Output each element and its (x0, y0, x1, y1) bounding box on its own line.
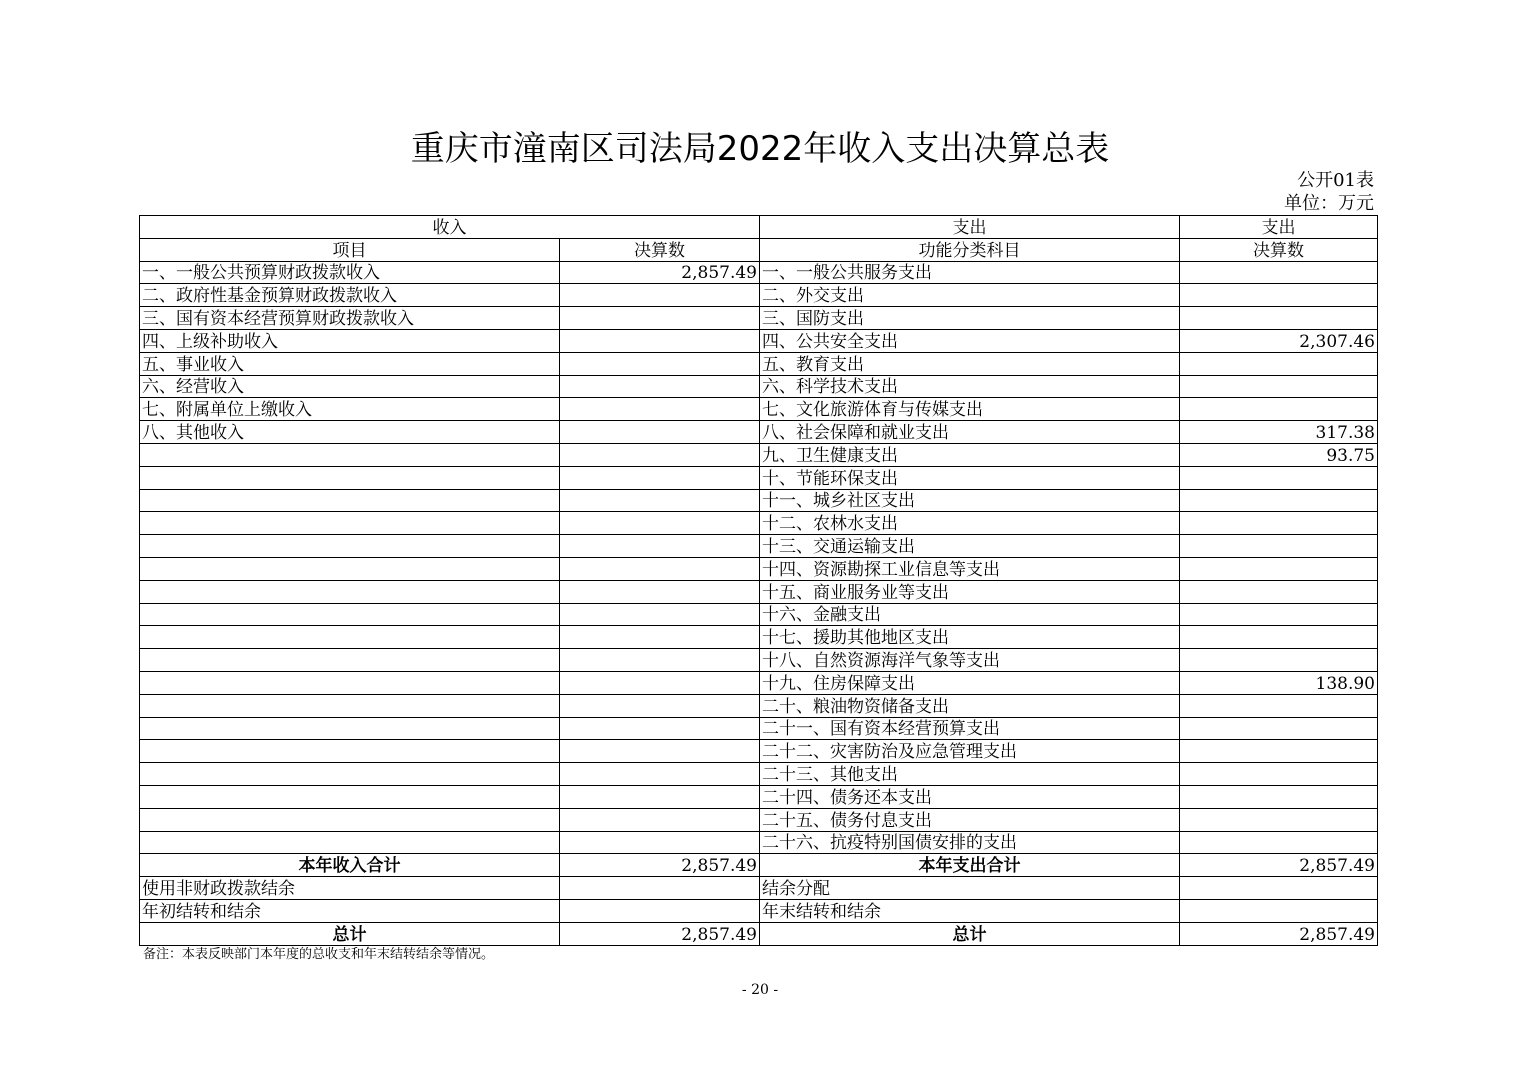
expense-item-label: 十一、城乡社区支出 (760, 489, 1180, 512)
income-item-value (560, 307, 760, 330)
expense-item-label: 三、国防支出 (760, 307, 1180, 330)
surplus-dist-label: 结余分配 (760, 877, 1180, 900)
income-item-label: 五、事业收入 (140, 352, 560, 375)
income-item-label (140, 717, 560, 740)
income-item-value (560, 694, 760, 717)
expense-item-label: 一、一般公共服务支出 (760, 261, 1180, 284)
expense-item-value (1180, 717, 1378, 740)
expense-item-label: 二十二、灾害防治及应急管理支出 (760, 740, 1180, 763)
table-row (140, 284, 1378, 307)
total-in-value: 2,857.49 (560, 922, 760, 945)
expense-item-value (1180, 352, 1378, 375)
table-row (140, 512, 1378, 535)
table-row (140, 649, 1378, 672)
income-item-label (140, 763, 560, 786)
surplus-dist-value (1180, 877, 1378, 900)
expense-item-value (1180, 466, 1378, 489)
income-item-value (560, 831, 760, 854)
page-title: 重庆市潼南区司法局2022年收入支出决算总表 (410, 129, 1110, 169)
expense-item-value (1180, 831, 1378, 854)
income-item-value (560, 284, 760, 307)
income-item-label (140, 694, 560, 717)
table-row (140, 831, 1378, 854)
amount-header-2: 决算数 (1180, 238, 1378, 261)
income-item-label (140, 489, 560, 512)
table-row (140, 580, 1378, 603)
expense-item-value (1180, 763, 1378, 786)
expense-item-value (1180, 535, 1378, 558)
begin-balance-label: 年初结转和结余 (140, 899, 560, 922)
table-row (140, 671, 1378, 694)
expense-item-label: 八、社会保障和就业支出 (760, 421, 1180, 444)
expense-item-value (1180, 580, 1378, 603)
expense-item-value (1180, 261, 1378, 284)
income-item-value (560, 649, 760, 672)
table-row (140, 398, 1378, 421)
expense-item-value (1180, 489, 1378, 512)
expense-item-label: 十二、农林水支出 (760, 512, 1180, 535)
income-item-label (140, 626, 560, 649)
header-row-2 (140, 238, 1378, 261)
expense-item-label: 四、公共安全支出 (760, 329, 1180, 352)
income-item-label (140, 831, 560, 854)
expense-item-value (1180, 398, 1378, 421)
table-row (140, 717, 1378, 740)
income-item-label (140, 512, 560, 535)
income-item-label (140, 785, 560, 808)
expense-item-label: 十、节能环保支出 (760, 466, 1180, 489)
expense-item-value (1180, 808, 1378, 831)
expense-item-label: 二十三、其他支出 (760, 763, 1180, 786)
income-item-label (140, 580, 560, 603)
expense-item-label: 九、卫生健康支出 (760, 443, 1180, 466)
table-row (140, 307, 1378, 330)
income-item-label: 二、政府性基金预算财政拨款收入 (140, 284, 560, 307)
income-item-label (140, 649, 560, 672)
expense-item-value (1180, 284, 1378, 307)
expense-header-2: 支出 (1180, 216, 1378, 239)
expense-item-value (1180, 740, 1378, 763)
table-row (140, 603, 1378, 626)
table-row (140, 694, 1378, 717)
income-item-label (140, 603, 560, 626)
income-header: 收入 (140, 216, 760, 239)
table-row (140, 443, 1378, 466)
expense-item-value (1180, 375, 1378, 398)
income-item-value (560, 557, 760, 580)
expense-item-label: 二十一、国有资本经营预算支出 (760, 717, 1180, 740)
income-item-label: 四、上级补助收入 (140, 329, 560, 352)
non-fiscal-value (560, 877, 760, 900)
income-item-value (560, 489, 760, 512)
income-item-value (560, 443, 760, 466)
income-item-label (140, 808, 560, 831)
income-item-value (560, 603, 760, 626)
carryover-row (140, 899, 1378, 922)
table-row (140, 763, 1378, 786)
income-item-label: 八、其他收入 (140, 421, 560, 444)
table-row (140, 808, 1378, 831)
total-out-value: 2,857.49 (1180, 922, 1378, 945)
expense-item-value (1180, 694, 1378, 717)
table-row (140, 626, 1378, 649)
expense-item-label: 二、外交支出 (760, 284, 1180, 307)
begin-balance-value (560, 899, 760, 922)
income-item-label: 一、一般公共预算财政拨款收入 (140, 261, 560, 284)
expense-item-value (1180, 649, 1378, 672)
page-number: - 20 - (741, 982, 779, 998)
expense-item-value: 317.38 (1180, 421, 1378, 444)
year-expense-label: 本年支出合计 (760, 854, 1180, 877)
income-item-value (560, 329, 760, 352)
func-item-header: 功能分类科目 (760, 238, 1180, 261)
year-expense-value: 2,857.49 (1180, 854, 1378, 877)
expense-item-label: 二十五、债务付息支出 (760, 808, 1180, 831)
expense-item-label: 七、文化旅游体育与传媒支出 (760, 398, 1180, 421)
expense-item-value (1180, 557, 1378, 580)
expense-item-value: 93.75 (1180, 443, 1378, 466)
income-item-label (140, 740, 560, 763)
expense-item-label: 十七、援助其他地区支出 (760, 626, 1180, 649)
expense-item-label: 二十、粮油物资储备支出 (760, 694, 1180, 717)
income-item-value (560, 626, 760, 649)
table-note: 备注：本表反映部门本年度的总收支和年末结转结余等情况。 (143, 947, 495, 962)
income-item-value: 2,857.49 (560, 261, 760, 284)
income-item-value (560, 717, 760, 740)
income-item-value (560, 466, 760, 489)
item-header: 项目 (140, 238, 560, 261)
non-fiscal-row (140, 877, 1378, 900)
expense-item-label: 六、科学技术支出 (760, 375, 1180, 398)
expense-item-value (1180, 785, 1378, 808)
table-row (140, 740, 1378, 763)
income-item-value (560, 580, 760, 603)
expense-item-label: 五、教育支出 (760, 352, 1180, 375)
header-row-1 (140, 216, 1378, 239)
expense-item-label: 十八、自然资源海洋气象等支出 (760, 649, 1180, 672)
expense-item-label: 十六、金融支出 (760, 603, 1180, 626)
income-item-label: 六、经营收入 (140, 375, 560, 398)
income-item-value (560, 512, 760, 535)
income-item-label (140, 535, 560, 558)
total-in-label: 总计 (140, 922, 560, 945)
income-item-label (140, 671, 560, 694)
income-item-value (560, 352, 760, 375)
income-item-label (140, 557, 560, 580)
end-balance-value (1180, 899, 1378, 922)
expense-item-label: 十五、商业服务业等支出 (760, 580, 1180, 603)
table-row (140, 329, 1378, 352)
year-income-value: 2,857.49 (560, 854, 760, 877)
expense-item-label: 二十六、抗疫特别国债安排的支出 (760, 831, 1180, 854)
table-row (140, 375, 1378, 398)
non-fiscal-label: 使用非财政拨款结余 (140, 877, 560, 900)
expense-item-value (1180, 603, 1378, 626)
income-item-label: 七、附属单位上缴收入 (140, 398, 560, 421)
table-row (140, 261, 1378, 284)
form-number: 公开01表 (1297, 170, 1374, 191)
income-item-value (560, 808, 760, 831)
expense-item-value (1180, 626, 1378, 649)
expense-item-label: 十四、资源勘探工业信息等支出 (760, 557, 1180, 580)
income-item-label (140, 443, 560, 466)
table-row (140, 557, 1378, 580)
expense-item-value: 2,307.46 (1180, 329, 1378, 352)
table-row (140, 466, 1378, 489)
income-item-value (560, 740, 760, 763)
expense-item-label: 二十四、债务还本支出 (760, 785, 1180, 808)
income-item-label: 三、国有资本经营预算财政拨款收入 (140, 307, 560, 330)
expense-item-value (1180, 307, 1378, 330)
income-item-label (140, 466, 560, 489)
table-row (140, 352, 1378, 375)
total-out-label: 总计 (760, 922, 1180, 945)
table-row (140, 785, 1378, 808)
expense-item-value: 138.90 (1180, 671, 1378, 694)
year-total-row (140, 854, 1378, 877)
income-item-value (560, 398, 760, 421)
income-item-value (560, 535, 760, 558)
expense-item-value (1180, 512, 1378, 535)
table-row (140, 535, 1378, 558)
income-item-value (560, 671, 760, 694)
expense-item-label: 十三、交通运输支出 (760, 535, 1180, 558)
income-item-value (560, 375, 760, 398)
year-income-label: 本年收入合计 (140, 854, 560, 877)
income-item-value (560, 785, 760, 808)
grand-total-row (140, 922, 1378, 945)
table-row (140, 421, 1378, 444)
end-balance-label: 年末结转和结余 (760, 899, 1180, 922)
budget-summary-table (139, 215, 1378, 946)
table-row (140, 489, 1378, 512)
expense-item-label: 十九、住房保障支出 (760, 671, 1180, 694)
income-item-value (560, 421, 760, 444)
expense-header: 支出 (760, 216, 1180, 239)
amount-header: 决算数 (560, 238, 760, 261)
income-item-value (560, 763, 760, 786)
unit-label: 单位：万元 (1284, 193, 1374, 214)
